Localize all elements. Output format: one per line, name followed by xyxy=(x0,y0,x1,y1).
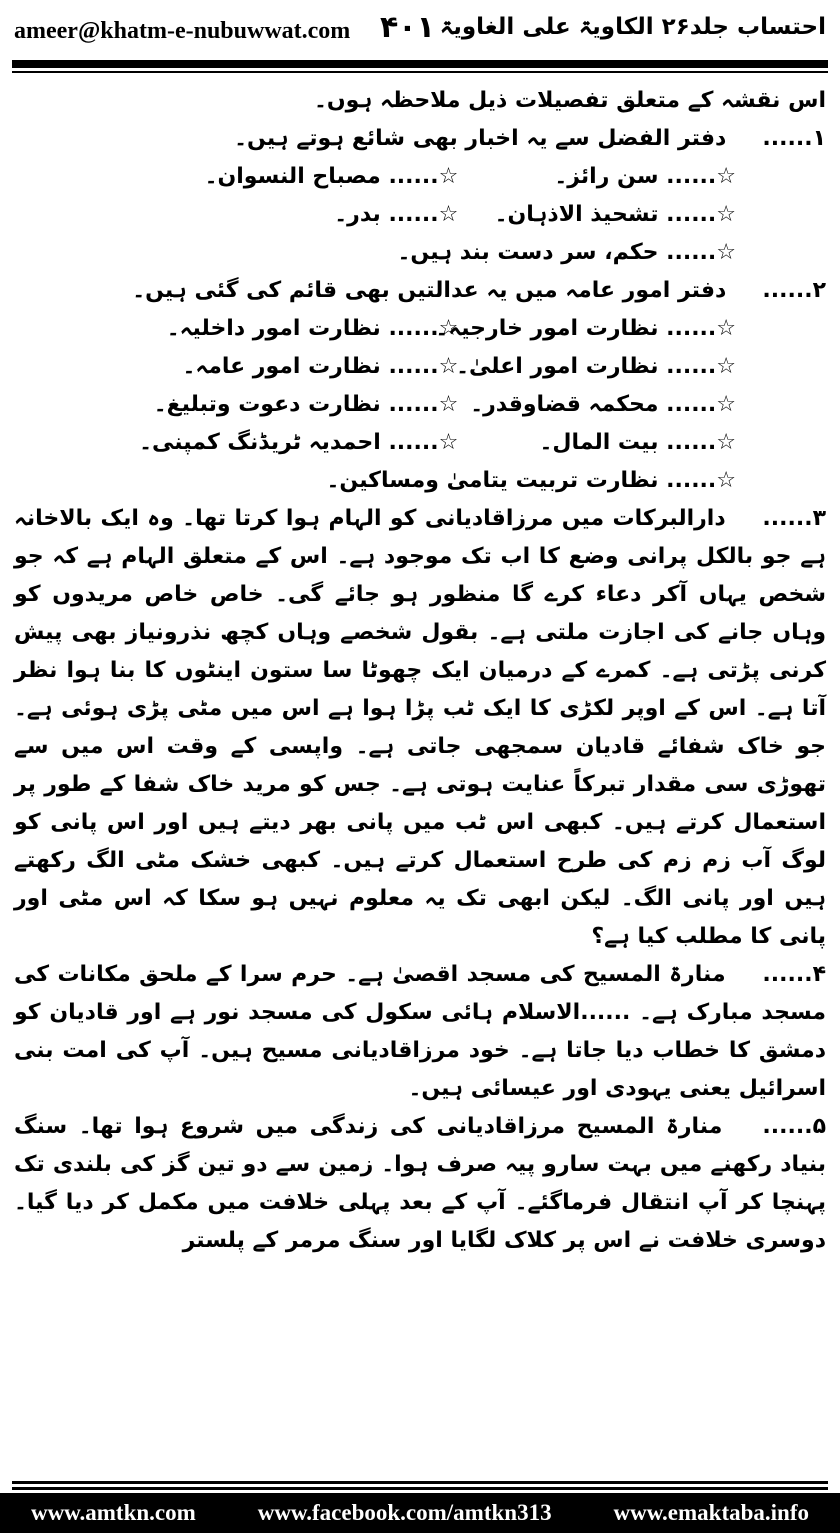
list-item: ☆...... نظارت تربیت یتامیٰ ومساکین۔ xyxy=(326,468,736,493)
section-1-row-3 xyxy=(14,234,826,272)
section-4-number: ۴...... xyxy=(762,962,826,987)
list-item: ☆...... نظارت دعوت وتبلیغ۔ xyxy=(153,392,459,417)
book-title: احتساب جلد۲۶ الکاویۃ علی الغاویۃ xyxy=(439,14,826,40)
footer-rule-1 xyxy=(12,1481,828,1484)
section-3-paragraph xyxy=(14,500,826,956)
section-1-row-2 xyxy=(14,196,826,234)
section-2-heading xyxy=(14,272,826,310)
list-item: ☆...... نظارت امور خارجیہ۔ xyxy=(435,316,736,341)
section-2-number: ۲...... xyxy=(762,278,826,303)
header-rule-thin xyxy=(12,71,828,73)
section-1-title: دفتر الفضل سے یہ اخبار بھی شائع ہوتے ہیں۔ xyxy=(234,126,727,151)
header-rule-thick xyxy=(12,60,828,68)
section-5-number: ۵...... xyxy=(762,1114,826,1139)
section-2-row-2 xyxy=(14,348,826,386)
list-item: ☆...... تشحیذ الاذہان۔ xyxy=(494,202,736,227)
list-item: ☆...... احمدیہ ٹریڈنگ کمپنی۔ xyxy=(139,430,459,455)
footer-link-facebook[interactable]: www.facebook.com/amtkn313 xyxy=(257,1500,552,1525)
page-footer xyxy=(0,1493,840,1533)
section-2-row-4 xyxy=(14,424,826,462)
list-item: ☆...... بدر۔ xyxy=(334,202,459,227)
list-item: ☆...... حکم، سر دست بند ہیں۔ xyxy=(397,240,736,265)
footer-rule-2 xyxy=(12,1487,828,1490)
list-item: ☆...... نظارت امور اعلیٰ۔ xyxy=(456,354,736,379)
page-body xyxy=(14,82,826,1470)
footer-link-amtkn[interactable]: www.amtkn.com xyxy=(30,1500,196,1525)
page-number: ۴۰۱ xyxy=(380,10,435,45)
intro-line: اس نقشہ کے متعلق تفصیلات ذیل ملاحظہ ہوں۔ xyxy=(313,88,826,113)
section-2-title: دفتر امور عامہ میں یہ عدالتیں بھی قائم کی گئی ہیں۔ xyxy=(132,278,727,303)
list-item: ☆...... مصباح النسوان۔ xyxy=(204,164,459,189)
list-item: ☆...... محکمہ قضاوقدر۔ xyxy=(470,392,736,417)
section-1-number: ۱...... xyxy=(762,126,826,151)
section-5-text: منارۃ المسیح مرزاقادیانی کی زندگی میں شروع ہوا تھا۔ سنگ بنیاد رکھنے میں بہت سارو پیہ صرف ہوا۔ زمین سے دو تین گز کی بلندی تک پہنچا کر آپ انتقال فرماگئے۔ آپ کے بعد پہلی خلافت میں مکمل کر دیا گیا۔ دوسری خلافت نے اس پر کلاک لگایا اور سنگ مرمر کے پلستر xyxy=(14,1114,826,1253)
header-email[interactable]: ameer@khatm-e-nubuwwat.com xyxy=(14,18,351,44)
section-2-row-3 xyxy=(14,386,826,424)
page-header xyxy=(0,0,840,62)
list-item: ☆...... سن رائز۔ xyxy=(554,164,736,189)
section-3-text: دارالبرکات میں مرزاقادیانی کو الہام ہوا کرتا تھا۔ وہ ایک بالاخانہ ہے جو بالکل پرانی وضع کا اب تک موجود ہے۔ اس کے متعلق الہام ہے کہ جو شخص یہاں آکر دعاء کرے گا منظور ہو جائے گی۔ خاص خاص مریدوں کو وہاں جانے کی اجازت ملتی ہے۔ بقول شخصے وہاں کچھ نذرونیاز بھی پیش کرنی پڑتی ہے۔ کمرے کے درمیان ایک چھوٹا سا ستون اینٹوں کا بنا ہوا نظر آتا ہے۔ اس کے اوپر لکڑی کا ایک ٹب پڑا ہوا ہے اس میں مٹی پڑی ہوئی ہے۔ جو خاک شفائے قادیان سمجھی جاتی ہے۔ واپسی کے وقت اس میں سے تھوڑی سی مقدار تبرکاً عنایت ہوتی ہے۔ جس کو مرید خاک شفا کے طور پر استعمال کرتے ہیں۔ کبھی اس ٹب میں پانی بھر دیتے ہیں اور اس پانی کو لوگ آب زم زم کی طرح استعمال کرتے ہیں۔ کبھی خشک مٹی الگ رکھتے ہیں اور پانی الگ۔ لیکن ابھی تک یہ معلوم نہیں ہو سکا کہ اس مٹی اور پانی کا مطلب کیا ہے؟ xyxy=(14,506,826,949)
list-item: ☆...... نظارت امور عامہ۔ xyxy=(182,354,459,379)
section-2-row-5 xyxy=(14,462,826,500)
section-4-paragraph xyxy=(14,956,826,1108)
section-2-row-1 xyxy=(14,310,826,348)
section-4-text: منارۃ المسیح کی مسجد اقصیٰ ہے۔ حرم سرا کے ملحق مکانات کی مسجد مبارک ہے۔ ......الاسلام ہائی سکول کی مسجد نور ہے اور قادیان کو دمشق کا خطاب دیا جاتا ہے۔ خود مرزاقادیانی مسیح ہیں۔ آپ کی امت بنی اسرائیل یعنی یہودی اور عیسائی ہیں۔ xyxy=(14,962,826,1101)
footer-link-emaktaba[interactable]: www.emaktaba.info xyxy=(613,1500,810,1525)
section-3-number: ۳...... xyxy=(762,506,826,531)
section-1-heading xyxy=(14,120,826,158)
section-5-paragraph xyxy=(14,1108,826,1260)
list-item: ☆...... نظارت امور داخلیہ۔ xyxy=(166,316,459,341)
list-item: ☆...... بیت المال۔ xyxy=(539,430,736,455)
section-1-row-1 xyxy=(14,158,826,196)
